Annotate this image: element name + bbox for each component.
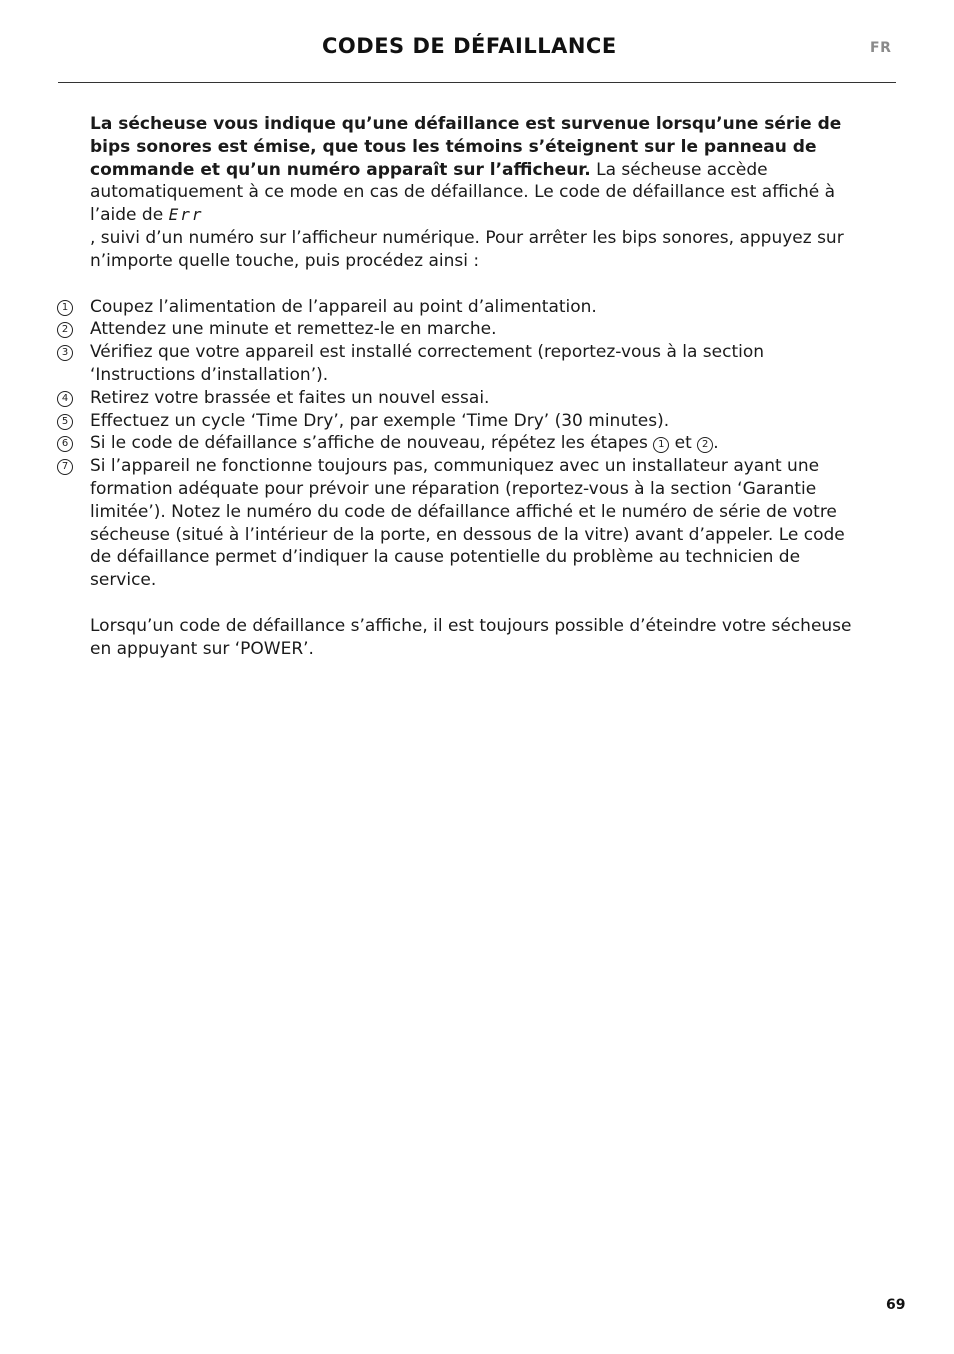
step-number-circle: 7 bbox=[57, 459, 73, 475]
step-number-circle: 5 bbox=[57, 414, 73, 430]
step-text: Attendez une minute et remettez-le en marche. bbox=[90, 319, 497, 340]
list-item bbox=[61, 387, 860, 410]
step-number-circle: 1 bbox=[57, 300, 73, 316]
language-label: FR bbox=[870, 40, 892, 56]
list-item bbox=[61, 341, 860, 387]
step-number-circle: 2 bbox=[57, 322, 73, 338]
main-content bbox=[61, 113, 860, 661]
list-item bbox=[61, 455, 860, 592]
intro-text-before-code: La sécheuse accède automatiquement à ce mode en cas de défaillance. Le code de défaillance est affiché à l’aide de bbox=[90, 159, 836, 226]
header-divider bbox=[58, 82, 896, 83]
step-text: et bbox=[669, 433, 698, 454]
steps-list bbox=[61, 296, 860, 592]
step-text: Retirez votre brassée et faites un nouvel essai. bbox=[90, 387, 490, 408]
step-number-circle: 3 bbox=[57, 345, 73, 361]
step-text: . bbox=[713, 433, 719, 454]
step-number-circle: 6 bbox=[57, 436, 73, 452]
closing-paragraph: Lorsqu’un code de défaillance s’affiche, il est toujours possible d’éteindre votre sécheuse en appuyant sur ‘POWER’. bbox=[90, 615, 852, 659]
step-text: Vérifiez que votre appareil est installé correctement (reportez-vous à la section ‘Instructions d’installation’). bbox=[90, 342, 765, 385]
err-code-display: Err bbox=[168, 205, 204, 225]
step-text: Coupez l’alimentation de l’appareil au point d’alimentation. bbox=[90, 296, 597, 317]
intro-text-after-code: , suivi d’un numéro sur l’afficheur numérique. Pour arrêter les bips sonores, appuyez sur n’importe quelle touche, puis procédez ainsi : bbox=[90, 227, 844, 271]
list-item bbox=[61, 432, 860, 455]
intro-bold-text: La sécheuse vous indique qu’une défaillance est survenue lorsqu’une série de bips sonores est émise, que tous les témoins s’éteignent sur le panneau de commande et qu’un numéro apparaît sur l’afficheur. bbox=[90, 114, 842, 180]
step-text: Si l’appareil ne fonctionne toujours pas, communiquez avec un installateur ayant une formation adéquate pour prévoir une réparation (reportez-vous à la section ‘Garantie limitée’). Notez le numéro du code de défaillance affiché et le numéro de série de votre sécheuse (situé à l’intérieur de la porte, en dessous de la vitre) avant d’appeler. Le code de défaillance permet d’indiquer la cause potentielle du problème au technicien de service. bbox=[90, 456, 845, 591]
list-item bbox=[61, 410, 860, 433]
step-number-circle: 4 bbox=[57, 391, 73, 407]
intro-paragraph bbox=[90, 113, 860, 273]
step-reference-circle: 2 bbox=[697, 437, 713, 453]
page-title: CODES DE DÉFAILLANCE bbox=[322, 34, 617, 58]
step-reference-circle: 1 bbox=[653, 437, 669, 453]
step-text: Effectuez un cycle ‘Time Dry’, par exemple ‘Time Dry’ (30 minutes). bbox=[90, 410, 670, 431]
page-number: 69 bbox=[886, 1297, 906, 1313]
list-item bbox=[61, 318, 860, 341]
list-item bbox=[61, 296, 860, 319]
step-text: Si le code de défaillance s’affiche de nouveau, répétez les étapes bbox=[90, 433, 654, 454]
